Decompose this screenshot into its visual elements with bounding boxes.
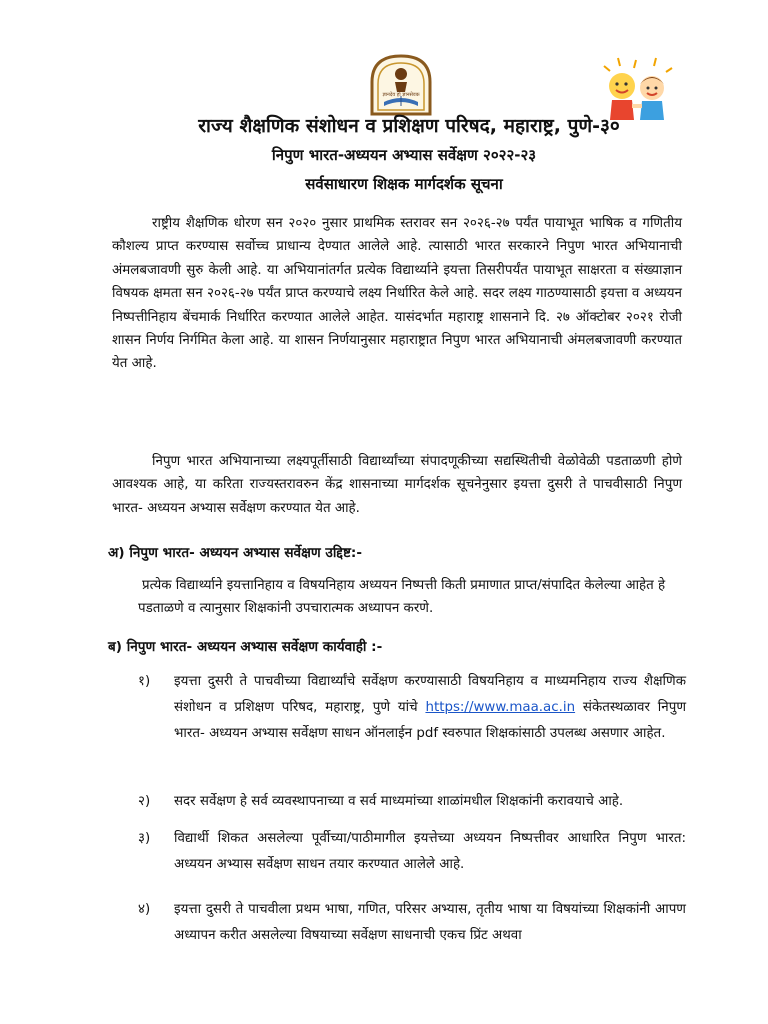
list-item-text: विद्यार्थी शिकत असलेल्या पूर्वीच्या/पाठीमागील इयत्तेच्या अध्ययन निष्पत्तीवर आधारित निपुण भारत: अध्ययन अभ्यास सर्वेक्षण साधन तयार करण्यात आलेले आहे. xyxy=(174,831,686,872)
list-item-number: २) xyxy=(138,794,151,809)
survey-title: निपुण भारत-अध्ययन अभ्यास सर्वेक्षण २०२२-२३ xyxy=(271,146,537,164)
scert-emblem-icon xyxy=(366,52,436,116)
emblem-motto: ज्ञानदेव हो ज्ञानसेवक xyxy=(382,92,420,98)
section-a-heading: अ) निपुण भारत- अध्ययन अभ्यास सर्वेक्षण उद्दिष्ट:- xyxy=(108,545,362,561)
list-item xyxy=(138,669,686,747)
intro-paragraph: राष्ट्रीय शैक्षणिक धोरण सन २०२० नुसार प्राथमिक स्तरावर सन २०२६-२७ पर्यंत पायाभूत भाषिक व गणितीय कौशल्य प्राप्त करण्यास सर्वोच्च प्राधान्य देण्यात आलेले आहे. त्यासाठी भारत सरकारने निपुण भारत अभियानाची अंमलबजावणी सुरु केली आहे. या अभियानांतर्गत प्रत्येक विद्यार्थ्याने इयत्ता तिसरीपर्यंत पायाभूत साक्षरता व संख्याज्ञान विषयक क्षमता सन २०२६-२७ पर्यंत प्राप्त करण्याचे लक्ष्य निर्धारित केले आहे. सदर लक्ष्य गाठण्यासाठी इयत्ता व अध्ययन निष्पत्तीनिहाय बेंचमार्क निर्धारित करण्यात आलेले आहेत. यासंदर्भात महाराष्ट्र शासनाने दि. २७ ऑक्टोबर २०२१ रोजी शासन निर्णय निर्गमित केला आहे. या शासन निर्णयानुसार महाराष्ट्रात निपुण भारत अभियानाची अंमलबजावणी करण्यात येत आहे. xyxy=(112,216,682,372)
list-item xyxy=(138,826,686,878)
section-a-text: प्रत्येक विद्यार्थ्याने इयत्तानिहाय व विषयनिहाय अध्ययन निष्पत्ती किती प्रमाणात प्राप्त/संपादित केलेल्या आहेत हे पडताळणे व त्यानुसार शिक्षकांनी उपचारात्मक अध्यापन करणे. xyxy=(138,578,666,617)
document-header xyxy=(0,112,768,198)
list-item-text: सदर सर्वेक्षण हे सर्व व्यवस्थापनाच्या व सर्व माध्यमांच्या शाळांमधील शिक्षकांनी करावयाचे आहे. xyxy=(174,794,624,809)
instructions-title: सर्वसाधारण शिक्षक मार्गदर्शक सूचना xyxy=(305,175,503,193)
list-item-text: इयत्ता दुसरी ते पाचवीला प्रथम भाषा, गणित, परिसर अभ्यास, तृतीय भाषा या विषयांच्या शिक्षकांनी आपण अध्यापन करीत असलेल्या विषयाच्या सर्वेक्षण साधनाची एकच प्रिंट अथवा xyxy=(174,902,686,943)
organization-title: राज्य शैक्षणिक संशोधन व प्रशिक्षण परिषद, महाराष्ट्र, पुणे-३० xyxy=(198,115,620,137)
list-item xyxy=(138,897,686,949)
section-b-heading: ब) निपुण भारत- अध्ययन अभ्यास सर्वेक्षण कार्यवाही :- xyxy=(108,639,383,655)
maa-website-link[interactable]: https://www.maa.ac.in xyxy=(425,700,576,715)
list-item-text-part: इयत्ता दुसरी ते पाचवीच्या विद्यार्थ्यांचे सर्वेक्षण करण्यासाठी विषयनिहाय व माध्यमनिहाय राज्य शैक्षणिक संशोधन व प्रशिक्षण परिषद, महाराष्ट्र, पुणे यांचे xyxy=(174,674,686,715)
list-item-number: ३) xyxy=(138,831,151,846)
list-item xyxy=(138,789,686,815)
list-item-text-part: संकेतस्थळावर निपुण भारत- अध्ययन अभ्यास सर्वेक्षण साधन ऑनलाईन pdf स्वरुपात शिक्षकांसाठी उपलब्ध असणार आहेत. xyxy=(174,700,686,741)
list-item-number: ४) xyxy=(138,902,151,917)
list-item-text xyxy=(174,669,686,747)
second-paragraph: निपुण भारत अभियानाच्या लक्ष्यपूर्तीसाठी विद्यार्थ्यांच्या संपादणूकीच्या सद्यस्थितीची वेळोवेळी पडताळणी होणे आवश्यक आहे, या करिता राज्यस्तरावरुन केंद्र शासनाच्या मार्गदर्शक सूचनेनुसार इयत्ता दुसरी ते पाचवीसाठी निपुण भारत- अध्ययन अभ्यास सर्वेक्षण करण्यात येत आहे. xyxy=(112,454,682,516)
list-item-number: १) xyxy=(138,674,151,689)
